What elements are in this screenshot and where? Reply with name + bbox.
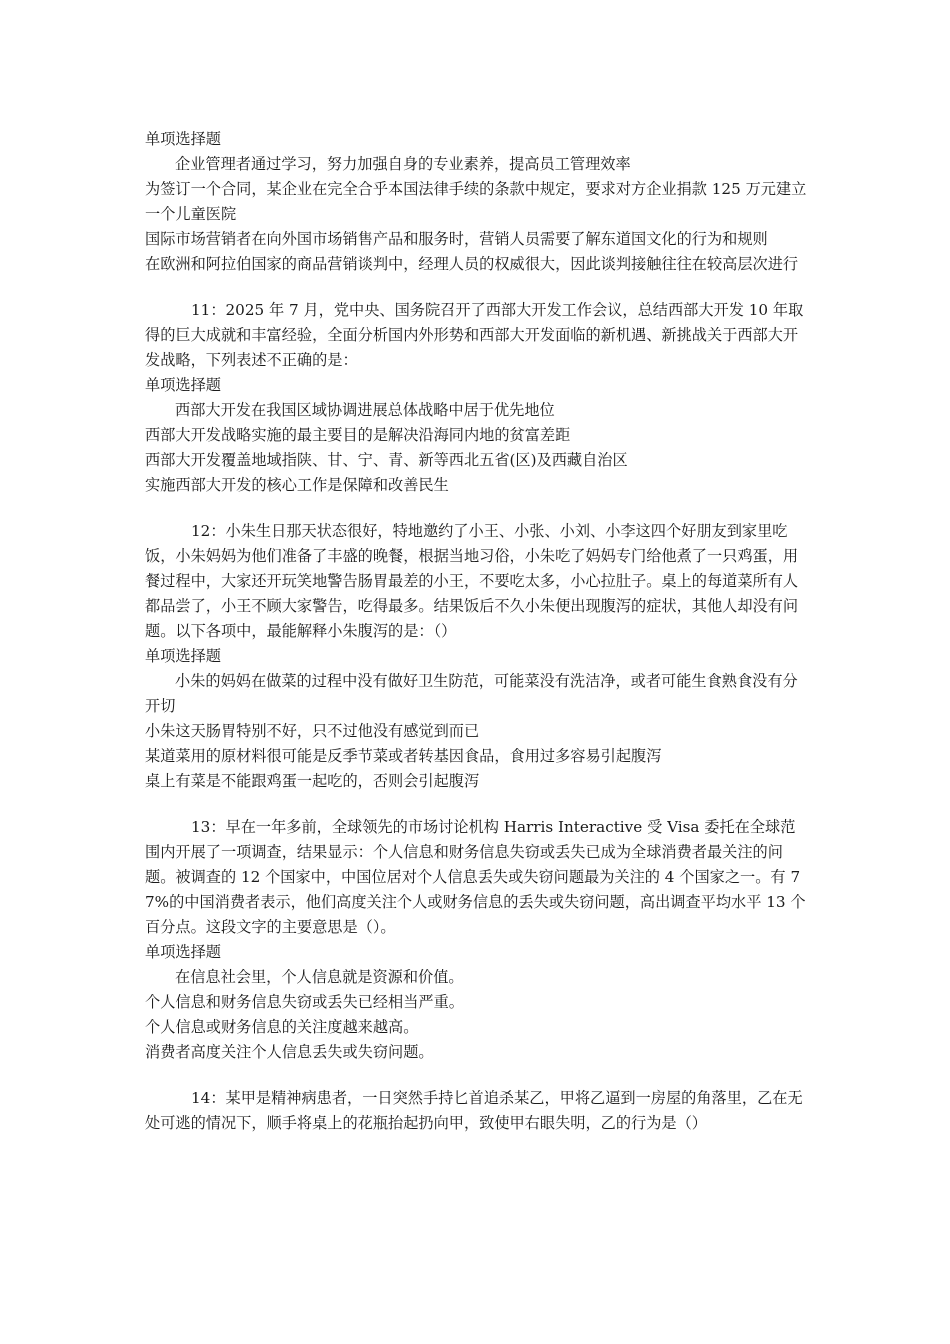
- option-d: 桌上有菜是不能跟鸡蛋一起吃的，否则会引起腹泻: [145, 772, 480, 790]
- question-stem-11: 11：2025 年 7 月，党中央、国务院召开了西部大开发工作会议，总结西部大开发 10 年取得的巨大成就和丰富经验，全面分析国内外形势和西部大开发面临的新机遇、新挑战关于西部大开发战略，下列表述不正确的是：: [145, 301, 804, 369]
- spacer: [145, 498, 810, 519]
- option-a: 西部大开发在我国区域协调进展总体战略中居于优先地位: [175, 401, 555, 419]
- option-a: 小朱的妈妈在做菜的过程中没有做好卫生防范，可能菜没有洗洁净，或者可能生食熟食没有分开切: [145, 672, 798, 715]
- question-type-label: 单项选择题: [145, 943, 221, 961]
- option-a: 在信息社会里，个人信息就是资源和价值。: [175, 968, 464, 986]
- question-type-label: 单项选择题: [145, 376, 221, 394]
- spacer: [145, 277, 810, 298]
- spacer: [145, 794, 810, 815]
- option-b: 个人信息和财务信息失窃或丢失已经相当严重。: [145, 993, 464, 1011]
- option-c: 个人信息或财务信息的关注度越来越高。: [145, 1018, 419, 1036]
- question-stem-13: 13：早在一年多前，全球领先的市场讨论机构 Harris Interactive 受 Visa 委托在全球范围内开展了一项调查，结果显示：个人信息和财务信息失窃或丢失已成为全球消费者最关注的问题。被调查的 12 个国家中，中国位居对个人信息丢失或失窃问题最为关注的 4 个国家之一。有 77%的中国消费者表示，他们高度关注个人或财务信息的丢失或失窃问题，高出调查平均水平 13 个百分点。这段文字的主要意思是（）。: [145, 818, 806, 936]
- question-type-label: 单项选择题: [145, 647, 221, 665]
- spacer: [145, 1065, 810, 1086]
- option-b: 小朱这天肠胃特别不好，只不过他没有感觉到而已: [145, 722, 480, 740]
- document-body: [145, 127, 810, 1136]
- option-d: 消费者高度关注个人信息丢失或失窃问题。: [145, 1043, 434, 1061]
- question-type-label: 单项选择题: [145, 130, 221, 148]
- question-stem-12: 12：小朱生日那天状态很好，特地邀约了小王、小张、小刘、小李这四个好朋友到家里吃饭，小朱妈妈为他们准备了丰盛的晚餐，根据当地习俗，小朱吃了妈妈专门给他煮了一只鸡蛋，用餐过程中，大家还开玩笑地警告肠胃最差的小王，不要吃太多，小心拉肚子。桌上的每道菜所有人都品尝了，小王不顾大家警告，吃得最多。结果饭后不久小朱便出现腹泻的症状，其他人却没有问题。以下各项中，最能解释小朱腹泻的是：（）: [145, 522, 799, 640]
- option-d: 在欧洲和阿拉伯国家的商品营销谈判中，经理人员的权威很大，因此谈判接触往往在较高层次进行: [145, 255, 799, 273]
- option-a: 企业管理者通过学习，努力加强自身的专业素养，提高员工管理效率: [175, 155, 631, 173]
- option-b: 西部大开发战略实施的最主要目的是解决沿海同内地的贫富差距: [145, 426, 571, 444]
- option-c: 某道菜用的原材料很可能是反季节菜或者转基因食品，食用过多容易引起腹泻: [145, 747, 662, 765]
- option-c: 国际市场营销者在向外国市场销售产品和服务时，营销人员需要了解东道国文化的行为和规则: [145, 230, 768, 248]
- option-c: 西部大开发覆盖地域指陕、甘、宁、青、新等西北五省(区)及西藏自治区: [145, 451, 628, 469]
- option-b: 为签订一个合同，某企业在完全合乎本国法律手续的条款中规定，要求对方企业捐款 125 万元建立一个儿童医院: [145, 180, 807, 223]
- question-stem-14: 14：某甲是精神病患者，一日突然手持匕首追杀某乙，甲将乙逼到一房屋的角落里，乙在无处可逃的情况下，顺手将桌上的花瓶抬起扔向甲，致使甲右眼失明，乙的行为是（）: [145, 1089, 803, 1132]
- option-d: 实施西部大开发的核心工作是保障和改善民生: [145, 476, 449, 494]
